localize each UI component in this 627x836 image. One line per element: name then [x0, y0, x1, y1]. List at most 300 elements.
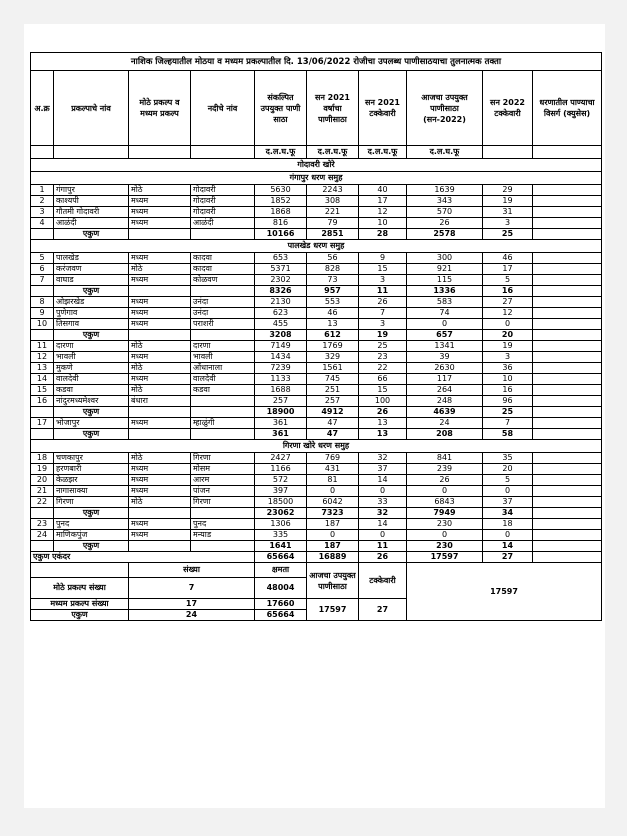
cell-today: 26	[407, 475, 483, 486]
cell-discharge	[533, 363, 602, 374]
header-2021: सन 2021 वर्षाचा पाणीसाठा	[307, 71, 359, 146]
cell-today: 921	[407, 264, 483, 275]
cell-sr: 3	[31, 207, 54, 218]
cell-today: 570	[407, 207, 483, 218]
cell-pct-2022: 35	[483, 453, 533, 464]
cell-pct-2022: 19	[483, 341, 533, 352]
cell-discharge	[533, 196, 602, 207]
cell-river: कडवा	[191, 385, 255, 396]
cell-pct-2022: 37	[483, 497, 533, 508]
cell-river: उनंदा	[191, 308, 255, 319]
cell-pct-2022: 58	[483, 429, 533, 440]
cell-today: 583	[407, 297, 483, 308]
cell-project-name: मुकणे	[54, 363, 129, 374]
cell-pct-2022: 18	[483, 519, 533, 530]
cell-type: मध्यम	[129, 196, 191, 207]
cell-discharge	[533, 508, 602, 519]
cell-today: 0	[407, 530, 483, 541]
cell-discharge	[533, 229, 602, 240]
subtotal-row	[31, 330, 602, 341]
cell-empty	[129, 541, 191, 552]
cell-pct-2021: 9	[359, 253, 407, 264]
header-today: आजचा उपयुक्त पाणीसाठा (सन-2022)	[407, 71, 483, 146]
table-row	[31, 530, 602, 541]
cell-discharge	[533, 418, 602, 429]
cell-pct-2021: 12	[359, 207, 407, 218]
cell-sr: 5	[31, 253, 54, 264]
subtotal-row	[31, 508, 602, 519]
cell-planned: 257	[255, 396, 307, 407]
cell-discharge	[533, 464, 602, 475]
cell-today: 230	[407, 541, 483, 552]
cell-2021: 329	[307, 352, 359, 363]
subtotal-row	[31, 541, 602, 552]
cell-sr: 17	[31, 418, 54, 429]
cell-pct-2022: 27	[483, 297, 533, 308]
cell-sr: 13	[31, 363, 54, 374]
cell-today: 0	[407, 319, 483, 330]
table-row	[31, 418, 602, 429]
unit-today: द.ल.घ.फू	[407, 146, 483, 159]
table-row	[31, 319, 602, 330]
cell-2021: 2851	[307, 229, 359, 240]
cell-river: म्हाळुंगी	[191, 418, 255, 429]
cell-pct-2022: 25	[483, 229, 533, 240]
table-row	[31, 218, 602, 229]
cell-pct-2021: 100	[359, 396, 407, 407]
cell-type: मोठे	[129, 264, 191, 275]
subtotal-label: एकुण	[54, 229, 129, 240]
grand-total-pct2021: 26	[359, 552, 407, 563]
cell-pct-2021: 26	[359, 407, 407, 418]
cell-pct-2021: 40	[359, 185, 407, 196]
cell-planned: 455	[255, 319, 307, 330]
cell-planned: 5371	[255, 264, 307, 275]
cell-discharge	[533, 519, 602, 530]
section-header	[31, 172, 602, 185]
subtotal-label: एकुण	[54, 429, 129, 440]
unit-2021: द.ल.घ.फू	[307, 146, 359, 159]
cell-pct-2021: 7	[359, 308, 407, 319]
region-title: गोदावरी खोरे	[31, 159, 602, 172]
cell-discharge	[533, 530, 602, 541]
cell-empty	[31, 429, 54, 440]
cell-empty	[191, 330, 255, 341]
cell-planned: 1688	[255, 385, 307, 396]
cell-project-name: पुनद	[54, 519, 129, 530]
cell-empty	[31, 407, 54, 418]
cell-planned: 1852	[255, 196, 307, 207]
cell-pct-2021: 0	[359, 530, 407, 541]
cell-planned: 1166	[255, 464, 307, 475]
cell-type: मध्यम	[129, 464, 191, 475]
table-row	[31, 385, 602, 396]
section-title: पालखेड धरण समुह	[31, 240, 602, 253]
cell-river: आळंदी	[191, 218, 255, 229]
table-row	[31, 486, 602, 497]
summary-big-count: 7	[129, 578, 255, 599]
cell-today: 74	[407, 308, 483, 319]
summary-medium-label: मध्यम प्रकल्प संख्या	[31, 599, 129, 610]
cell-pct-2022: 3	[483, 218, 533, 229]
cell-river: ओंधानाला	[191, 363, 255, 374]
cell-pct-2021: 28	[359, 229, 407, 240]
cell-pct-2022: 16	[483, 385, 533, 396]
cell-project-name: नागासाक्या	[54, 486, 129, 497]
subtotal-row	[31, 407, 602, 418]
cell-today: 208	[407, 429, 483, 440]
cell-discharge	[533, 275, 602, 286]
cell-today: 2630	[407, 363, 483, 374]
cell-project-name: पालखेड	[54, 253, 129, 264]
cell-river: पराशरी	[191, 319, 255, 330]
water-storage-table	[30, 52, 602, 621]
cell-empty	[191, 508, 255, 519]
cell-project-name: भोजापुर	[54, 418, 129, 429]
cell-discharge	[533, 330, 602, 341]
cell-type: मध्यम	[129, 352, 191, 363]
cell-pct-2021: 0	[359, 486, 407, 497]
cell-pct-2022: 5	[483, 275, 533, 286]
table-row	[31, 264, 602, 275]
cell-pct-2022: 20	[483, 464, 533, 475]
cell-planned: 7239	[255, 363, 307, 374]
cell-today: 264	[407, 385, 483, 396]
cell-type: मोठे	[129, 341, 191, 352]
cell-today: 4639	[407, 407, 483, 418]
cell-river: वालदेवी	[191, 374, 255, 385]
cell-sr: 14	[31, 374, 54, 385]
cell-discharge	[533, 185, 602, 196]
unit-pct-2021: द.ल.घ.फू	[359, 146, 407, 159]
cell-empty	[129, 508, 191, 519]
cell-2021: 56	[307, 253, 359, 264]
cell-pct-2021: 23	[359, 352, 407, 363]
cell-2021: 308	[307, 196, 359, 207]
cell-2021: 257	[307, 396, 359, 407]
table-row	[31, 453, 602, 464]
cell-river: गिरणा	[191, 497, 255, 508]
cell-discharge	[533, 486, 602, 497]
cell-planned: 2427	[255, 453, 307, 464]
cell-project-name: केळझर	[54, 475, 129, 486]
cell-discharge	[533, 541, 602, 552]
cell-pct-2022: 16	[483, 286, 533, 297]
cell-2021: 431	[307, 464, 359, 475]
cell-2021: 828	[307, 264, 359, 275]
table-row	[31, 363, 602, 374]
table-row	[31, 196, 602, 207]
cell-planned: 361	[255, 429, 307, 440]
cell-discharge	[533, 264, 602, 275]
cell-sr: 22	[31, 497, 54, 508]
cell-river: कोळवण	[191, 275, 255, 286]
cell-planned: 2302	[255, 275, 307, 286]
cell-pct-2021: 3	[359, 275, 407, 286]
cell-project-name: करंजवण	[54, 264, 129, 275]
table-row	[31, 275, 602, 286]
cell-project-name: माणिकपुंज	[54, 530, 129, 541]
cell-sr: 18	[31, 453, 54, 464]
cell-today: 39	[407, 352, 483, 363]
cell-project-name: दारणा	[54, 341, 129, 352]
cell-2021: 553	[307, 297, 359, 308]
cell-project-name: वाघाड	[54, 275, 129, 286]
header-discharge: धरणातील पाण्याचा विसर्ग (क्युसेस)	[533, 71, 602, 146]
cell-discharge	[533, 552, 602, 563]
table-row	[31, 341, 602, 352]
cell-sr: 15	[31, 385, 54, 396]
cell-planned: 7149	[255, 341, 307, 352]
cell-river: पांजन	[191, 486, 255, 497]
cell-project-name: वालदेवी	[54, 374, 129, 385]
summary-count-header: संख्या	[129, 563, 255, 578]
grand-total-pct2022: 27	[483, 552, 533, 563]
cell-project-name: नांदुरमध्यमेश्वर	[54, 396, 129, 407]
cell-pct-2021: 10	[359, 218, 407, 229]
section-title: गंगापुर धरण समुह	[31, 172, 602, 185]
cell-today: 24	[407, 418, 483, 429]
cell-pct-2022: 46	[483, 253, 533, 264]
cell-pct-2021: 33	[359, 497, 407, 508]
cell-pct-2021: 13	[359, 429, 407, 440]
cell-sr: 6	[31, 264, 54, 275]
cell-discharge	[533, 218, 602, 229]
cell-type: मोठे	[129, 363, 191, 374]
cell-type: मध्यम	[129, 530, 191, 541]
cell-pct-2022: 14	[483, 541, 533, 552]
summary-row	[31, 563, 602, 578]
cell-discharge	[533, 497, 602, 508]
cell-type: मध्यम	[129, 253, 191, 264]
cell-pct-2021: 15	[359, 385, 407, 396]
cell-discharge	[533, 308, 602, 319]
cell-pct-2021: 37	[359, 464, 407, 475]
cell-2021: 47	[307, 429, 359, 440]
cell-planned: 1133	[255, 374, 307, 385]
cell-river: पुनद	[191, 519, 255, 530]
cell-pct-2021: 32	[359, 508, 407, 519]
summary-pct-value: 27	[359, 599, 407, 621]
cell-sr: 9	[31, 308, 54, 319]
header-type: मोठे प्रकल्प व मध्यम प्रकल्प	[129, 71, 191, 146]
cell-river: मोसम	[191, 464, 255, 475]
cell-type: मध्यम	[129, 486, 191, 497]
summary-today-value: 17597	[307, 599, 359, 621]
cell-empty	[31, 508, 54, 519]
cell-type: मध्यम	[129, 519, 191, 530]
cell-river: दारणा	[191, 341, 255, 352]
cell-project-name: हरणबारी	[54, 464, 129, 475]
cell-2021: 769	[307, 453, 359, 464]
cell-river: आरम	[191, 475, 255, 486]
table-row	[31, 253, 602, 264]
cell-project-name: चणकापुर	[54, 453, 129, 464]
header-sr: अ.क्र	[31, 71, 54, 146]
unit-planned: द.ल.घ.फू	[255, 146, 307, 159]
cell-project-name: तिसगाव	[54, 319, 129, 330]
cell-sr: 10	[31, 319, 54, 330]
cell-pct-2022: 31	[483, 207, 533, 218]
cell-empty	[191, 229, 255, 240]
cell-pct-2021: 11	[359, 286, 407, 297]
cell-2021: 612	[307, 330, 359, 341]
grand-total-y2021: 16889	[307, 552, 359, 563]
section-header	[31, 240, 602, 253]
cell-pct-2021: 17	[359, 196, 407, 207]
header-river: नदीचे नांव	[191, 71, 255, 146]
cell-empty	[31, 330, 54, 341]
cell-sr: 24	[31, 530, 54, 541]
cell-empty	[31, 286, 54, 297]
subtotal-row	[31, 286, 602, 297]
summary-total-count: 24	[129, 610, 255, 621]
cell-project-name: पुणेगाव	[54, 308, 129, 319]
grand-total-label: एकुण एकंदर	[31, 552, 255, 563]
cell-pct-2022: 29	[483, 185, 533, 196]
cell-planned: 8326	[255, 286, 307, 297]
header-pct-2022: सन 2022 टक्केवारी	[483, 71, 533, 146]
cell-pct-2021: 32	[359, 453, 407, 464]
cell-planned: 397	[255, 486, 307, 497]
cell-pct-2021: 3	[359, 319, 407, 330]
cell-today: 117	[407, 374, 483, 385]
cell-planned: 23062	[255, 508, 307, 519]
cell-today: 248	[407, 396, 483, 407]
cell-today: 7949	[407, 508, 483, 519]
cell-2021: 187	[307, 541, 359, 552]
cell-empty	[31, 229, 54, 240]
cell-pct-2022: 36	[483, 363, 533, 374]
cell-discharge	[533, 352, 602, 363]
cell-discharge	[533, 407, 602, 418]
cell-type: मध्यम	[129, 418, 191, 429]
cell-2021: 187	[307, 519, 359, 530]
summary-medium-capacity: 17660	[255, 599, 307, 610]
cell-today: 2578	[407, 229, 483, 240]
cell-pct-2022: 10	[483, 374, 533, 385]
cell-project-name: भावली	[54, 352, 129, 363]
cell-type: मध्यम	[129, 275, 191, 286]
cell-type: मोठे	[129, 497, 191, 508]
cell-pct-2021: 14	[359, 519, 407, 530]
cell-empty	[129, 429, 191, 440]
cell-pct-2021: 66	[359, 374, 407, 385]
cell-discharge	[533, 207, 602, 218]
cell-planned: 18500	[255, 497, 307, 508]
cell-type: मध्यम	[129, 374, 191, 385]
summary-today-header: आजचा उपयुक्त पाणीसाठा	[307, 563, 359, 599]
cell-pct-2021: 15	[359, 264, 407, 275]
cell-discharge	[533, 429, 602, 440]
cell-river: गोदावरी	[191, 196, 255, 207]
table-row	[31, 308, 602, 319]
cell-pct-2021: 11	[359, 541, 407, 552]
header-planned: संकल्पित उपयुक्त पाणी साठा	[255, 71, 307, 146]
cell-river	[191, 396, 255, 407]
cell-planned: 3208	[255, 330, 307, 341]
cell-pct-2021: 25	[359, 341, 407, 352]
cell-project-name: गंगापुर	[54, 185, 129, 196]
cell-2021: 47	[307, 418, 359, 429]
cell-2021: 1561	[307, 363, 359, 374]
cell-pct-2021: 22	[359, 363, 407, 374]
cell-2021: 7323	[307, 508, 359, 519]
cell-discharge	[533, 385, 602, 396]
table-row	[31, 352, 602, 363]
table-row	[31, 297, 602, 308]
cell-river: गिरणा	[191, 453, 255, 464]
subtotal-label: एकुण	[54, 508, 129, 519]
cell-pct-2022: 96	[483, 396, 533, 407]
summary-capacity-header: क्षमता	[255, 563, 307, 578]
cell-today: 6843	[407, 497, 483, 508]
summary-empty	[31, 563, 129, 578]
cell-project-name: ओझरखेड	[54, 297, 129, 308]
cell-2021: 81	[307, 475, 359, 486]
cell-today: 1341	[407, 341, 483, 352]
summary-total-label: एकुण	[31, 610, 129, 621]
cell-planned: 2130	[255, 297, 307, 308]
cell-sr: 12	[31, 352, 54, 363]
subtotal-row	[31, 229, 602, 240]
summary-right-value: 17597	[407, 563, 602, 621]
table-title: नाशिक जिल्हयातील मोठया व मध्यम प्रकल्पातील दि. 13/06/2022 रोजीचा उपलब्ध पाणीसाठयाचा तुलनात्मक तक्ता	[31, 53, 602, 71]
cell-discharge	[533, 374, 602, 385]
cell-2021: 221	[307, 207, 359, 218]
cell-discharge	[533, 341, 602, 352]
cell-2021: 73	[307, 275, 359, 286]
header-project-name: प्रकल्पाचे नांव	[54, 71, 129, 146]
cell-today: 1639	[407, 185, 483, 196]
cell-river: कादवा	[191, 253, 255, 264]
cell-pct-2022: 17	[483, 264, 533, 275]
cell-planned: 816	[255, 218, 307, 229]
cell-planned: 1641	[255, 541, 307, 552]
document-page	[24, 24, 605, 808]
subtotal-label: एकुण	[54, 286, 129, 297]
table-row	[31, 374, 602, 385]
cell-pct-2021: 14	[359, 475, 407, 486]
table-row	[31, 497, 602, 508]
cell-discharge	[533, 297, 602, 308]
cell-pct-2022: 34	[483, 508, 533, 519]
cell-2021: 46	[307, 308, 359, 319]
cell-pct-2021: 26	[359, 297, 407, 308]
cell-sr: 23	[31, 519, 54, 530]
subtotal-label: एकुण	[54, 541, 129, 552]
cell-project-name: गौतमी गोदावरी	[54, 207, 129, 218]
cell-discharge	[533, 286, 602, 297]
table-row	[31, 207, 602, 218]
cell-type: मध्यम	[129, 218, 191, 229]
cell-today: 115	[407, 275, 483, 286]
cell-river: भावली	[191, 352, 255, 363]
cell-planned: 653	[255, 253, 307, 264]
table-row	[31, 185, 602, 196]
cell-empty	[129, 407, 191, 418]
cell-type: मध्यम	[129, 207, 191, 218]
cell-type: मोठे	[129, 385, 191, 396]
grand-total-row	[31, 552, 602, 563]
cell-empty	[129, 286, 191, 297]
cell-sr: 4	[31, 218, 54, 229]
cell-sr: 19	[31, 464, 54, 475]
cell-planned: 1434	[255, 352, 307, 363]
cell-empty	[129, 229, 191, 240]
cell-planned: 623	[255, 308, 307, 319]
cell-planned: 335	[255, 530, 307, 541]
